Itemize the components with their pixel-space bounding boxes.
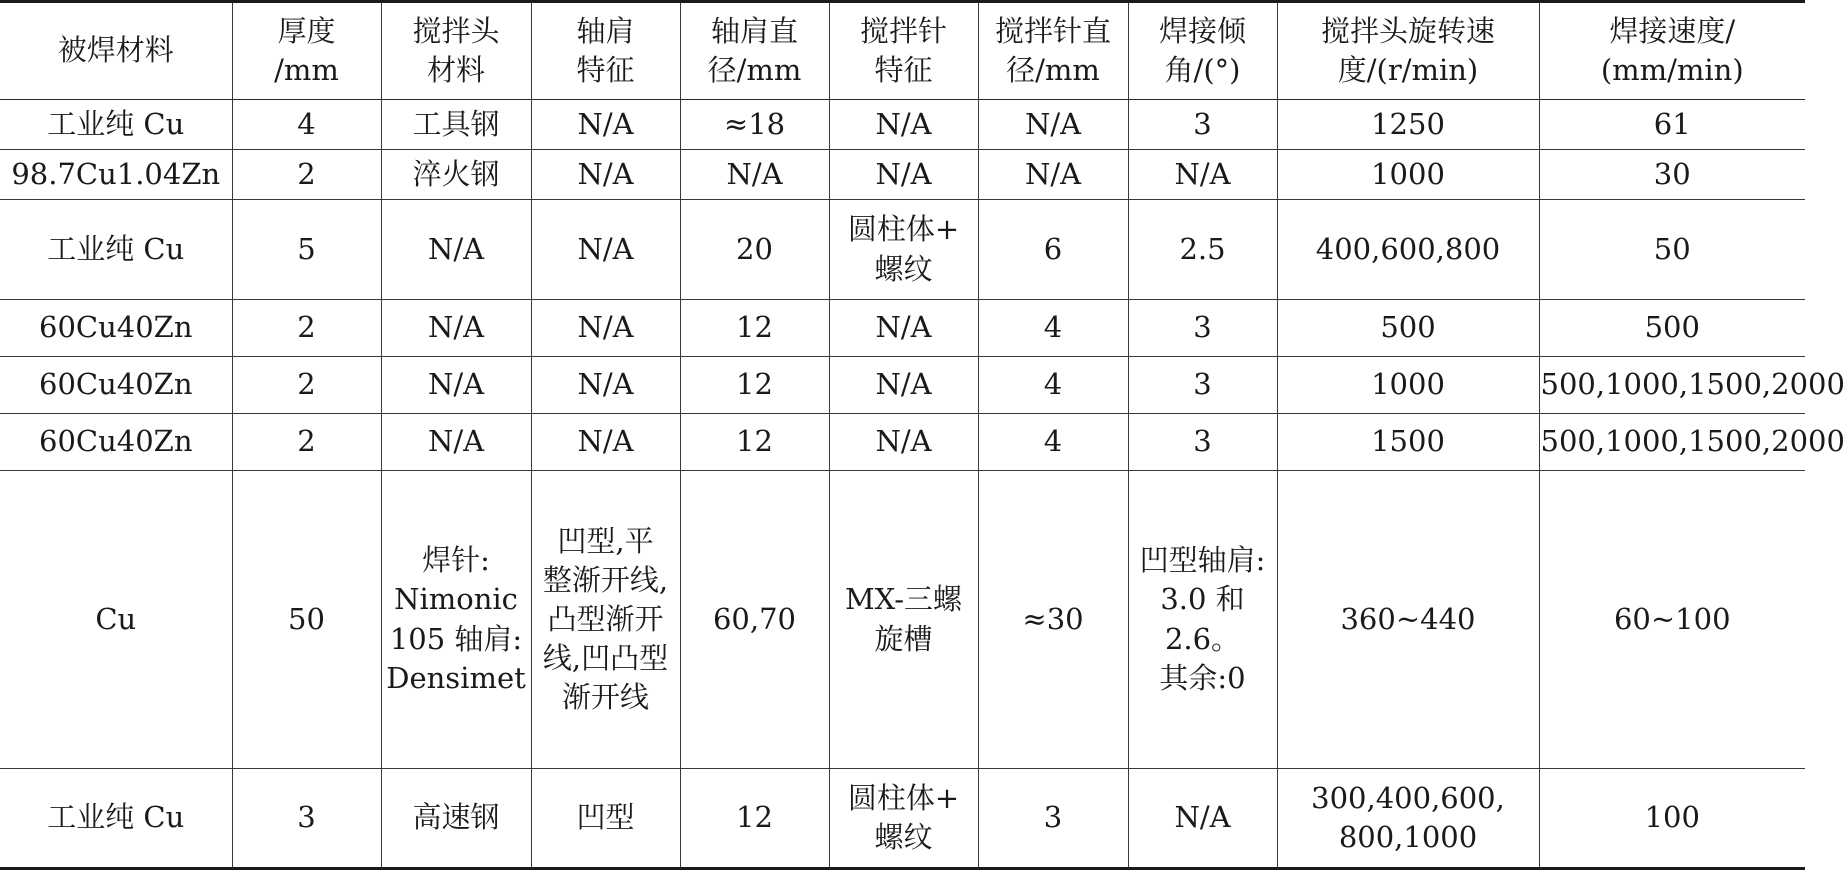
table-cell: 500 bbox=[1277, 300, 1539, 357]
table-cell: 60Cu40Zn bbox=[0, 357, 232, 414]
table-cell: N/A bbox=[829, 150, 978, 200]
table-cell: 2 bbox=[232, 414, 381, 471]
table-cell: N/A bbox=[829, 357, 978, 414]
header-cell: 厚度 /mm bbox=[232, 2, 381, 100]
table-cell: 60,70 bbox=[680, 471, 829, 769]
table-cell: 3 bbox=[232, 769, 381, 869]
table-cell: 2 bbox=[232, 357, 381, 414]
header-cell: 轴肩直 径/mm bbox=[680, 2, 829, 100]
table-cell: 1250 bbox=[1277, 100, 1539, 150]
table-cell: N/A bbox=[381, 414, 531, 471]
table-cell: 98.7Cu1.04Zn bbox=[0, 150, 232, 200]
table-cell: 500 bbox=[1539, 300, 1805, 357]
table-cell: ≈30 bbox=[978, 471, 1128, 769]
table-cell: 360~440 bbox=[1277, 471, 1539, 769]
table-cell: N/A bbox=[381, 357, 531, 414]
table-cell: 400,600,800 bbox=[1277, 200, 1539, 300]
table-cell: N/A bbox=[829, 300, 978, 357]
table-cell: 圆柱体+ 螺纹 bbox=[829, 769, 978, 869]
table-cell: 50 bbox=[1539, 200, 1805, 300]
table-cell: 焊针: Nimonic 105 轴肩: Densimet bbox=[381, 471, 531, 769]
table-cell: 工业纯 Cu bbox=[0, 200, 232, 300]
table-cell: 60Cu40Zn bbox=[0, 300, 232, 357]
table-cell: 圆柱体+ 螺纹 bbox=[829, 200, 978, 300]
table-cell: N/A bbox=[531, 414, 680, 471]
table-cell: 5 bbox=[232, 200, 381, 300]
table-cell: 60~100 bbox=[1539, 471, 1805, 769]
table-cell: 4 bbox=[232, 100, 381, 150]
table-cell: 凹型,平 整渐开线, 凸型渐开 线,凹凸型 渐开线 bbox=[531, 471, 680, 769]
table-cell: 3 bbox=[1128, 100, 1277, 150]
header-cell: 搅拌针 特征 bbox=[829, 2, 978, 100]
table-cell: N/A bbox=[381, 200, 531, 300]
header-cell: 搅拌针直 径/mm bbox=[978, 2, 1128, 100]
table-cell: 2 bbox=[232, 300, 381, 357]
table-row bbox=[0, 200, 1805, 300]
table-cell: 2 bbox=[232, 150, 381, 200]
table-cell: 1500 bbox=[1277, 414, 1539, 471]
table-cell: 2.5 bbox=[1128, 200, 1277, 300]
table-cell: MX-三螺 旋槽 bbox=[829, 471, 978, 769]
table-cell: N/A bbox=[531, 200, 680, 300]
table-cell: 工具钢 bbox=[381, 100, 531, 150]
table-row bbox=[0, 150, 1805, 200]
table-cell: Cu bbox=[0, 471, 232, 769]
table-cell: 工业纯 Cu bbox=[0, 769, 232, 869]
table-row bbox=[0, 414, 1805, 471]
table-cell: 500,1000,1500,2000 bbox=[1539, 357, 1805, 414]
table-row bbox=[0, 769, 1805, 869]
table-cell: 12 bbox=[680, 769, 829, 869]
table-cell: 50 bbox=[232, 471, 381, 769]
table-cell: N/A bbox=[978, 100, 1128, 150]
table-cell: 100 bbox=[1539, 769, 1805, 869]
table-cell: N/A bbox=[381, 300, 531, 357]
table-cell: N/A bbox=[829, 414, 978, 471]
table-cell: 3 bbox=[1128, 300, 1277, 357]
header-row bbox=[0, 2, 1805, 100]
table-cell: 高速钢 bbox=[381, 769, 531, 869]
table-cell: 1000 bbox=[1277, 357, 1539, 414]
table-cell: 工业纯 Cu bbox=[0, 100, 232, 150]
header-cell: 轴肩 特征 bbox=[531, 2, 680, 100]
table-cell: N/A bbox=[531, 357, 680, 414]
table-cell: N/A bbox=[531, 300, 680, 357]
header-cell: 焊接速度/ (mm/min) bbox=[1539, 2, 1805, 100]
table-cell: 60Cu40Zn bbox=[0, 414, 232, 471]
table-cell: 3 bbox=[978, 769, 1128, 869]
table-cell: N/A bbox=[531, 100, 680, 150]
table-row bbox=[0, 300, 1805, 357]
table-cell: 凹型轴肩: 3.0 和 2.6。 其余:0 bbox=[1128, 471, 1277, 769]
table-cell: N/A bbox=[680, 150, 829, 200]
table-cell: 20 bbox=[680, 200, 829, 300]
table-cell: 12 bbox=[680, 357, 829, 414]
header-cell: 搅拌头 材料 bbox=[381, 2, 531, 100]
table-cell: 1000 bbox=[1277, 150, 1539, 200]
table-cell: 凹型 bbox=[531, 769, 680, 869]
table-cell: ≈18 bbox=[680, 100, 829, 150]
table-cell: 3 bbox=[1128, 357, 1277, 414]
table-cell: N/A bbox=[829, 100, 978, 150]
table-row bbox=[0, 357, 1805, 414]
table-cell: 4 bbox=[978, 300, 1128, 357]
table-cell: 4 bbox=[978, 357, 1128, 414]
header-cell: 搅拌头旋转速 度/(r/min) bbox=[1277, 2, 1539, 100]
table-cell: 300,400,600, 800,1000 bbox=[1277, 769, 1539, 869]
table-cell: N/A bbox=[1128, 769, 1277, 869]
table-cell: 12 bbox=[680, 414, 829, 471]
table-cell: 淬火钢 bbox=[381, 150, 531, 200]
table-cell: 12 bbox=[680, 300, 829, 357]
table-cell: 500,1000,1500,2000 bbox=[1539, 414, 1805, 471]
table-cell: 6 bbox=[978, 200, 1128, 300]
table-cell: 61 bbox=[1539, 100, 1805, 150]
header-cell: 焊接倾 角/(°) bbox=[1128, 2, 1277, 100]
table-cell: N/A bbox=[1128, 150, 1277, 200]
table-row bbox=[0, 100, 1805, 150]
table-cell: N/A bbox=[978, 150, 1128, 200]
table-cell: 3 bbox=[1128, 414, 1277, 471]
table-cell: 4 bbox=[978, 414, 1128, 471]
table-cell: N/A bbox=[531, 150, 680, 200]
header-cell: 被焊材料 bbox=[0, 2, 232, 100]
table-cell: 30 bbox=[1539, 150, 1805, 200]
table-row bbox=[0, 471, 1805, 769]
